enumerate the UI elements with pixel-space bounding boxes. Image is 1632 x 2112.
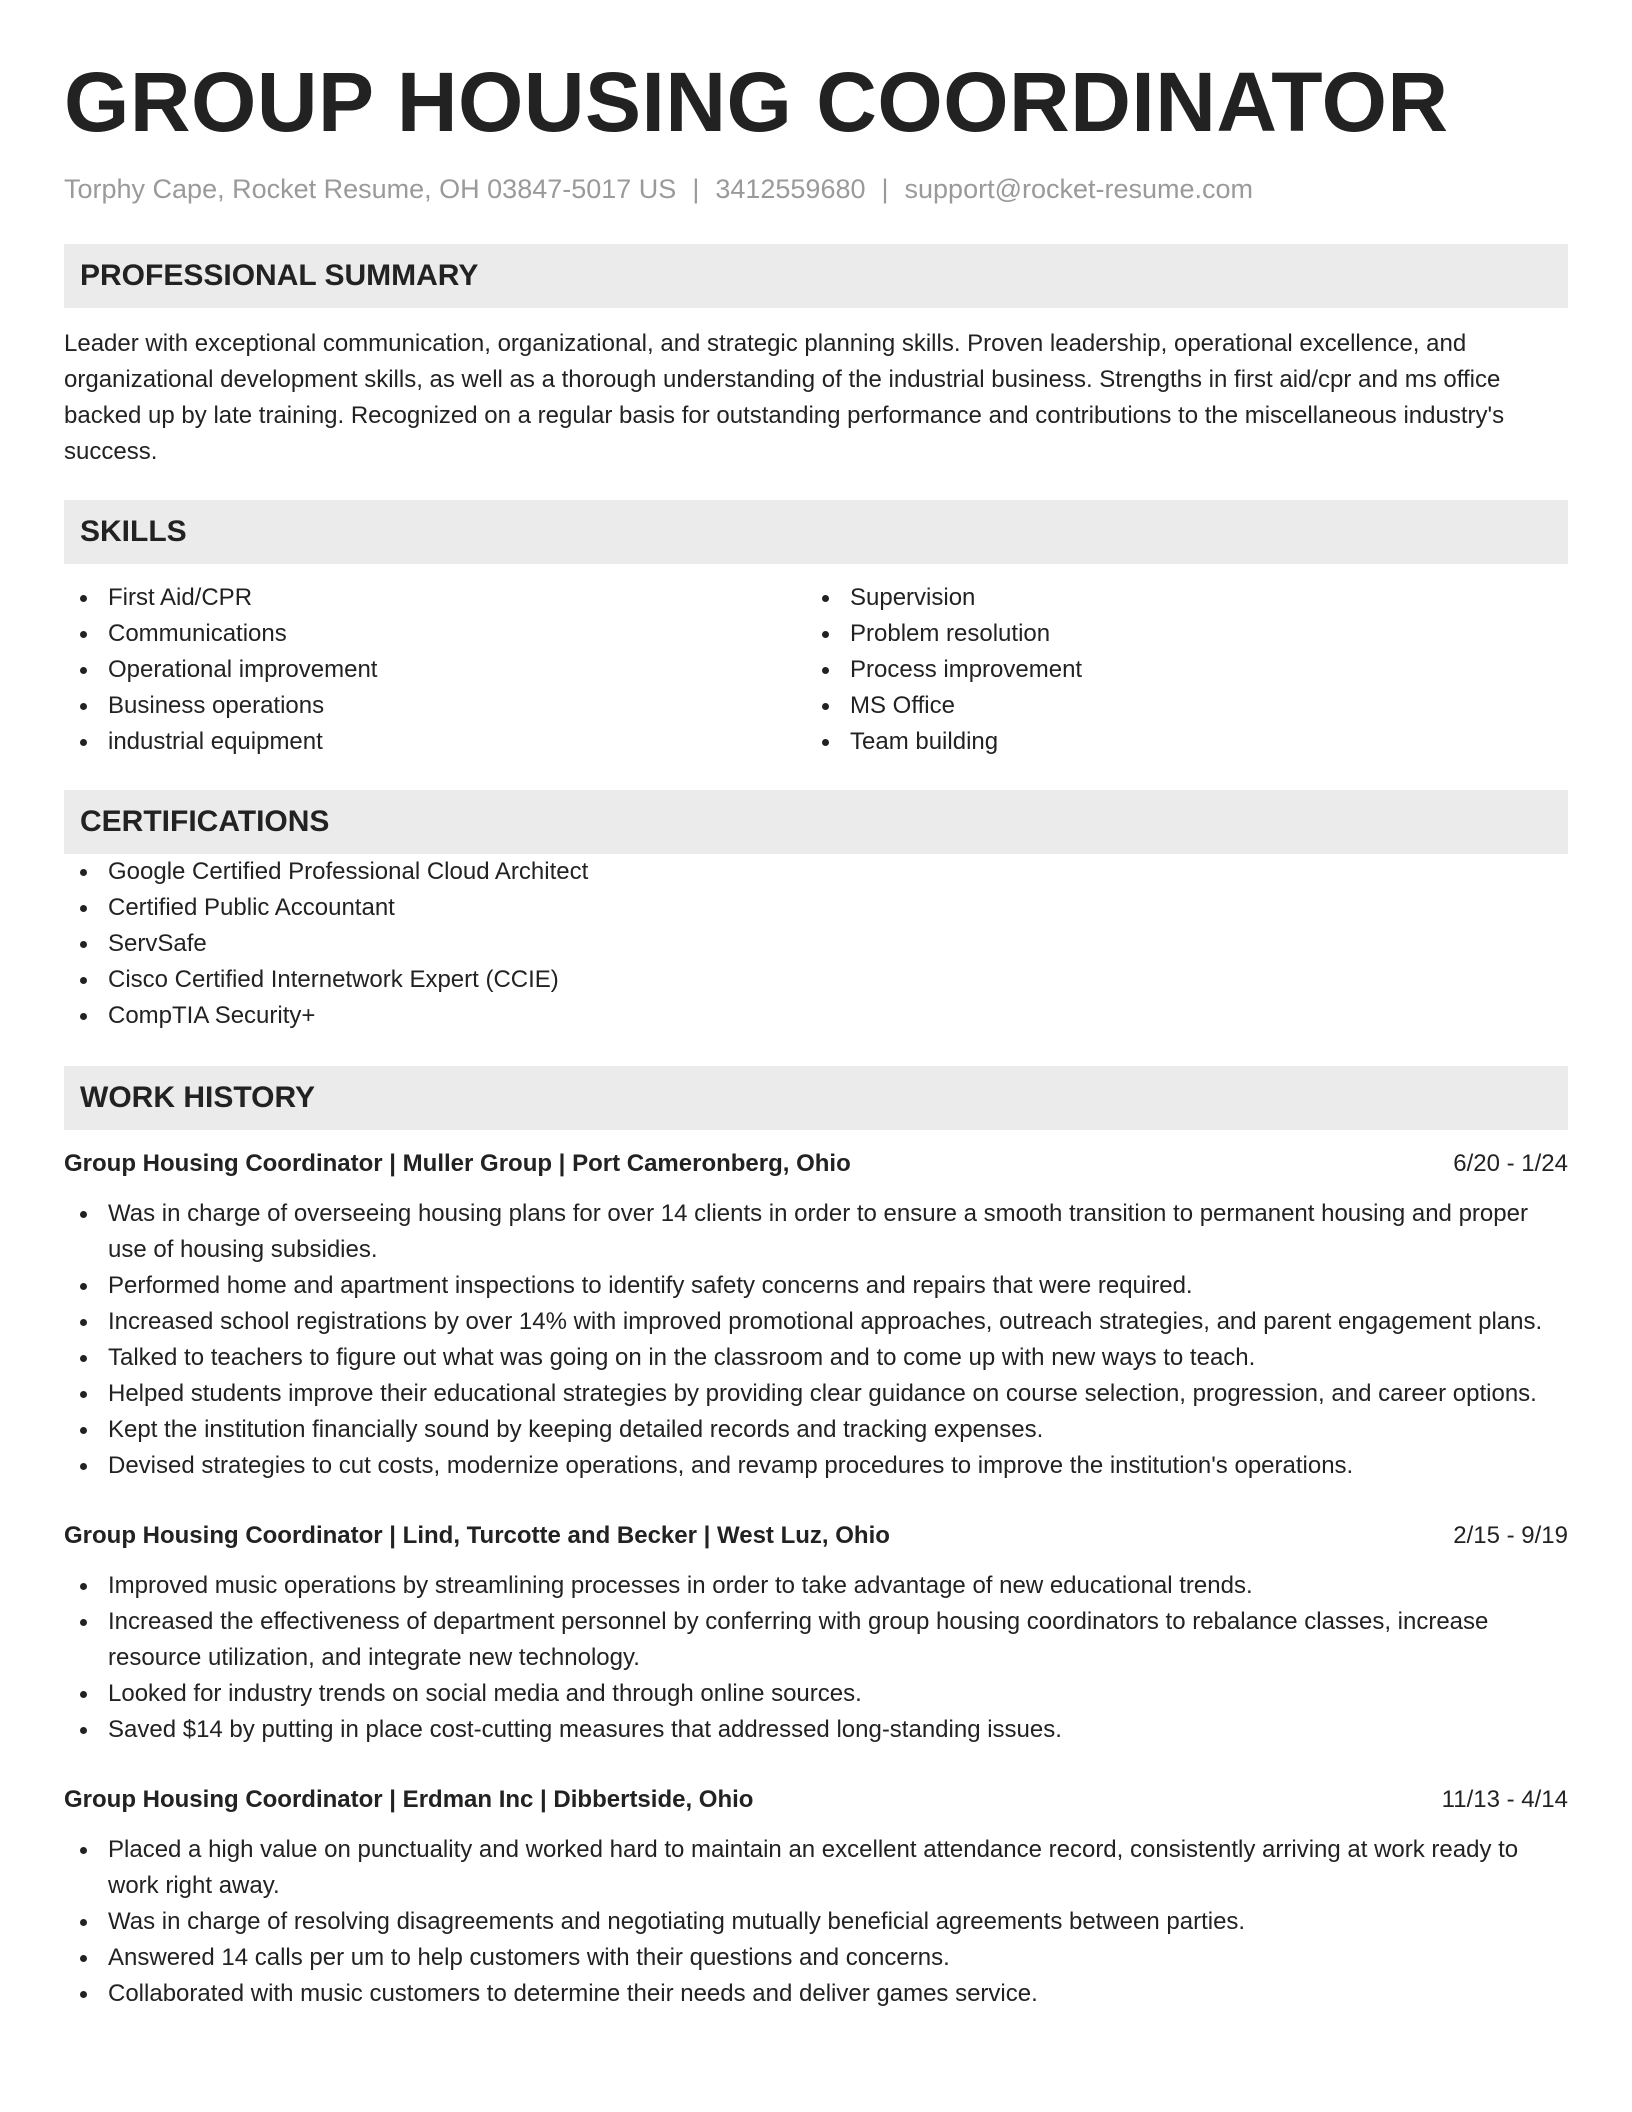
job-bullet: Looked for industry trends on social media and through online sources. [64,1676,1568,1712]
certification-item: Google Certified Professional Cloud Architect [64,854,1568,890]
skill-item: Process improvement [806,652,1548,688]
work-history-section [64,1066,1568,2012]
skill-item: Team building [806,724,1548,760]
summary-text: Leader with exceptional communication, organizational, and strategic planning skills. Proven leadership, operational excellence, and organizational development skills, as well as a thorough understanding of the industrial business. Strengths in first aid/cpr and ms office backed up by late training. Recognized on a regular basis for outstanding performance and contributions to the miscellaneous industry's success. [64,330,1505,465]
job-bullet: Was in charge of resolving disagreements and negotiating mutually beneficial agreements between parties. [64,1904,1568,1940]
job-title: Group Housing Coordinator | Erdman Inc | Dibbertside, Ohio [64,1786,754,1813]
job-entry [64,1782,1568,2012]
job-dates: 6/20 - 1/24 [1453,1150,1568,1177]
skills-grid [64,580,1568,760]
job-entry [64,1518,1568,1748]
contact-line [64,172,1568,206]
skill-item: Problem resolution [806,616,1548,652]
skills-section [64,500,1568,760]
contact-separator: | [692,174,700,204]
certifications-heading: CERTIFICATIONS [64,790,1568,854]
job-bullet: Increased school registrations by over 14% with improved promotional approaches, outreach strategies, and parent engagement plans. [64,1304,1568,1340]
job-bullet: Increased the effectiveness of department personnel by conferring with group housing coordinators to rebalance classes, increase resource utilization, and integrate new technology. [64,1604,1568,1676]
certification-item: Certified Public Accountant [64,890,1568,926]
job-bullet: Performed home and apartment inspections to identify safety concerns and repairs that were required. [64,1268,1568,1304]
job-header [64,1518,1568,1554]
certification-item: CompTIA Security+ [64,998,1568,1034]
work-history-heading: WORK HISTORY [64,1066,1568,1130]
certifications-list [64,854,1568,1034]
skill-item: Business operations [64,688,806,724]
job-bullets [64,1568,1568,1748]
job-header [64,1146,1568,1182]
skills-column-left [64,580,806,760]
job-entry [64,1146,1568,1484]
skill-item: Supervision [806,580,1548,616]
contact-email: support@rocket-resume.com [904,174,1254,204]
contact-address: Torphy Cape, Rocket Resume, OH 03847-5017 US [64,174,677,204]
resume-title: GROUP HOUSING COORDINATOR [64,55,1449,149]
certification-item: ServSafe [64,926,1568,962]
contact-separator: | [881,174,889,204]
skills-heading: SKILLS [64,500,1568,564]
job-bullet: Talked to teachers to figure out what was going on in the classroom and to come up with new ways to teach. [64,1340,1568,1376]
skills-column-right [806,580,1548,760]
job-bullet: Collaborated with music customers to determine their needs and deliver games service. [64,1976,1568,2012]
certifications-section [64,790,1568,1034]
job-bullet: Improved music operations by streamlining processes in order to take advantage of new educational trends. [64,1568,1568,1604]
job-bullet: Answered 14 calls per um to help customers with their questions and concerns. [64,1940,1568,1976]
skill-item: First Aid/CPR [64,580,806,616]
job-dates: 2/15 - 9/19 [1453,1522,1568,1549]
skill-item: MS Office [806,688,1548,724]
job-header [64,1782,1568,1818]
job-bullet: Placed a high value on punctuality and worked hard to maintain an excellent attendance record, consistently arriving at work ready to work right away. [64,1832,1568,1904]
job-bullets [64,1832,1568,2012]
contact-phone: 3412559680 [715,174,866,204]
job-bullets [64,1196,1568,1484]
skill-item: Operational improvement [64,652,806,688]
job-bullet: Helped students improve their educational strategies by providing clear guidance on course selection, progression, and career options. [64,1376,1568,1412]
job-bullet: Kept the institution financially sound by keeping detailed records and tracking expenses. [64,1412,1568,1448]
certification-item: Cisco Certified Internetwork Expert (CCIE) [64,962,1568,998]
job-title: Group Housing Coordinator | Muller Group | Port Cameronberg, Ohio [64,1150,851,1177]
job-bullet: Saved $14 by putting in place cost-cutting measures that addressed long-standing issues. [64,1712,1568,1748]
job-bullet: Devised strategies to cut costs, modernize operations, and revamp procedures to improve the institution's operations. [64,1448,1568,1484]
job-bullet: Was in charge of overseeing housing plans for over 14 clients in order to ensure a smooth transition to permanent housing and proper use of housing subsidies. [64,1196,1568,1268]
resume-page [64,52,1568,2012]
summary-section [64,244,1568,470]
skill-item: industrial equipment [64,724,806,760]
job-dates: 11/13 - 4/14 [1441,1786,1568,1813]
summary-heading: PROFESSIONAL SUMMARY [64,244,1568,308]
skill-item: Communications [64,616,806,652]
job-title: Group Housing Coordinator | Lind, Turcotte and Becker | West Luz, Ohio [64,1522,890,1549]
